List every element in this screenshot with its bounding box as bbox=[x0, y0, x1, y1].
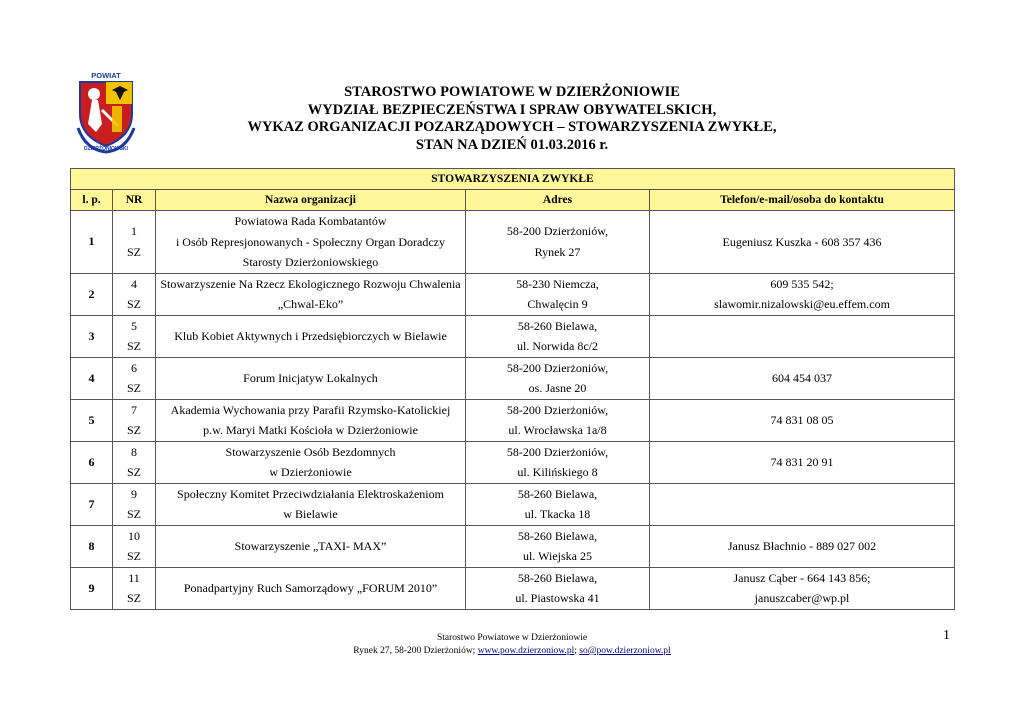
row-contact bbox=[650, 315, 955, 357]
header-lp: l. p. bbox=[71, 190, 113, 211]
row-nr-line: SZ bbox=[126, 591, 141, 605]
row-name-line: Powiatowa Rada Kombatantów bbox=[234, 214, 387, 228]
row-address-line: ul. Wrocławska 1a/8 bbox=[508, 423, 607, 437]
row-address-line: 58-200 Dzierżoniów, bbox=[506, 224, 609, 239]
row-nr-line: 10 bbox=[128, 528, 140, 543]
footer-separator: ; bbox=[574, 646, 580, 656]
row-name-line: Społeczny Komitet Przeciwdziałania Elektroskażeniom bbox=[177, 486, 444, 501]
row-nr-line: SZ bbox=[126, 244, 141, 259]
row-address bbox=[466, 567, 650, 609]
row-contact-line: januszcaber@wp.pl bbox=[754, 591, 850, 605]
table-row bbox=[71, 357, 955, 399]
row-nr bbox=[113, 399, 156, 441]
row-address-line: 58-260 Bielawa, bbox=[517, 318, 598, 333]
row-name-line: Ponadpartyjny Ruch Samorządowy „FORUM 2010” bbox=[183, 580, 438, 595]
row-name-line: w Dzierżoniowie bbox=[269, 465, 352, 479]
row-contact-line: slawomir.nizalowski@eu.effem.com bbox=[714, 297, 890, 311]
row-nr bbox=[113, 357, 156, 399]
row-name-line: p.w. Maryi Matki Kościoła w Dzierżoniowie bbox=[203, 423, 418, 437]
row-contact bbox=[650, 399, 955, 441]
row-address-line: ul. Tkacka 18 bbox=[524, 507, 591, 521]
row-contact-line: Janusz Błachnio - 889 027 002 bbox=[727, 538, 877, 553]
row-name bbox=[156, 357, 466, 399]
row-nr bbox=[113, 483, 156, 525]
row-contact bbox=[650, 357, 955, 399]
row-name-line: Stowarzyszenie Na Rzecz Ekologicznego Rozwoju Chwalenia bbox=[160, 276, 461, 291]
title-line-date: STAN NA DZIEŃ 01.03.2016 r. bbox=[415, 136, 609, 153]
row-name-line: Stowarzyszenie „TAXI- MAX” bbox=[234, 538, 387, 553]
row-contact bbox=[650, 567, 955, 609]
row-address-line: ul. Norwida 8c/2 bbox=[517, 339, 598, 353]
row-nr bbox=[113, 525, 156, 567]
row-name bbox=[156, 211, 466, 274]
row-address-line: 58-230 Niemcza, bbox=[516, 276, 599, 291]
row-name-line: Stowarzyszenie Osób Bezdomnych bbox=[225, 444, 396, 459]
row-name bbox=[156, 273, 466, 315]
row-contact bbox=[650, 273, 955, 315]
row-nr bbox=[113, 441, 156, 483]
title-line-department: WYDZIAŁ BEZPIECZEŃSTWA I SPRAW OBYWATELSKICH, bbox=[307, 101, 717, 118]
row-name-line: w Bielawie bbox=[283, 507, 338, 521]
row-contact bbox=[650, 211, 955, 274]
row-nr bbox=[113, 211, 156, 274]
footer-address: Rynek 27, 58-200 Dzierżoniów; bbox=[353, 646, 478, 656]
row-nr-line: 11 bbox=[128, 570, 140, 585]
row-lp: 4 bbox=[71, 357, 113, 399]
footer-address-line bbox=[150, 645, 874, 658]
row-contact bbox=[650, 441, 955, 483]
svg-text:DZIERŻONIOWSKI: DZIERŻONIOWSKI bbox=[84, 146, 128, 152]
page-footer bbox=[150, 632, 874, 658]
row-address bbox=[466, 273, 650, 315]
row-address-line: ul. Kilińskiego 8 bbox=[517, 465, 598, 479]
table-row bbox=[71, 273, 955, 315]
table-row bbox=[71, 211, 955, 274]
row-address bbox=[466, 211, 650, 274]
row-nr bbox=[113, 315, 156, 357]
row-nr-line: 7 bbox=[131, 402, 137, 417]
row-address-line: 58-200 Dzierżoniów, bbox=[506, 444, 609, 459]
row-lp: 7 bbox=[71, 483, 113, 525]
table-row bbox=[71, 525, 955, 567]
row-address bbox=[466, 357, 650, 399]
table-band-title: STOWARZYSZENIA ZWYKŁE bbox=[71, 169, 955, 190]
header-name: Nazwa organizacji bbox=[156, 190, 466, 211]
row-name bbox=[156, 567, 466, 609]
row-name bbox=[156, 315, 466, 357]
row-address bbox=[466, 483, 650, 525]
row-name-line: Starosty Dzierżoniowskiego bbox=[242, 255, 379, 269]
footer-website-link[interactable]: www.pow.dzierzoniow.pl bbox=[477, 646, 575, 656]
row-address-line: 58-260 Bielawa, bbox=[517, 570, 598, 585]
row-address bbox=[466, 525, 650, 567]
row-contact-line: 609 535 542; bbox=[770, 276, 834, 291]
row-nr-line: 9 bbox=[131, 486, 137, 501]
row-contact bbox=[650, 483, 955, 525]
organizations-table bbox=[70, 168, 955, 610]
row-lp: 6 bbox=[71, 441, 113, 483]
row-contact-line: 74 831 08 05 bbox=[770, 412, 834, 427]
svg-text:POWIAT: POWIAT bbox=[91, 71, 121, 80]
footer-email-link[interactable]: so@pow.dzierzoniow.pl bbox=[579, 646, 671, 656]
row-address-line: 58-260 Bielawa, bbox=[517, 486, 598, 501]
row-nr-line: 5 bbox=[131, 318, 137, 333]
row-nr-line: 4 bbox=[131, 276, 137, 291]
row-nr-line: 1 bbox=[131, 224, 137, 239]
row-nr-line: SZ bbox=[126, 549, 141, 563]
row-contact-line: Eugeniusz Kuszka - 608 357 436 bbox=[722, 234, 882, 249]
row-lp: 9 bbox=[71, 567, 113, 609]
row-name-line: Akademia Wychowania przy Parafii Rzymsko-Katolickiej bbox=[170, 402, 451, 417]
title-line-list: WYKAZ ORGANIZACJI POZARZĄDOWYCH – STOWARZYSZENIA ZWYKŁE, bbox=[247, 119, 777, 135]
row-address-line: Rynek 27 bbox=[534, 244, 581, 259]
row-name-line: i Osób Represjonowanych - Społeczny Organ Doradczy bbox=[175, 234, 446, 249]
table-row bbox=[71, 315, 955, 357]
page-number: 1 bbox=[943, 628, 950, 643]
row-lp: 5 bbox=[71, 399, 113, 441]
row-address bbox=[466, 315, 650, 357]
header-address: Adres bbox=[466, 190, 650, 211]
row-nr-line: SZ bbox=[126, 339, 141, 353]
table-row bbox=[71, 567, 955, 609]
row-name bbox=[156, 399, 466, 441]
row-address bbox=[466, 441, 650, 483]
row-contact-line: Janusz Cąber - 664 143 856; bbox=[733, 570, 871, 585]
row-lp: 2 bbox=[71, 273, 113, 315]
row-name bbox=[156, 525, 466, 567]
row-name-line: Klub Kobiet Aktywnych i Przedsiębiorczych w Bielawie bbox=[174, 328, 447, 343]
row-address-line: 58-260 Bielawa, bbox=[517, 528, 598, 543]
table-row bbox=[71, 483, 955, 525]
row-contact-line: 74 831 20 91 bbox=[770, 454, 834, 469]
row-nr-line: SZ bbox=[126, 465, 141, 479]
row-contact-line: 604 454 037 bbox=[772, 370, 832, 385]
row-nr-line: SZ bbox=[126, 423, 141, 437]
row-address-line: 58-200 Dzierżoniów, bbox=[506, 402, 609, 417]
row-name bbox=[156, 441, 466, 483]
row-address-line: 58-200 Dzierżoniów, bbox=[506, 360, 609, 375]
footer-institution: Starostwo Powiatowe w Dzierżoniowie bbox=[436, 633, 588, 643]
table-row bbox=[71, 441, 955, 483]
row-address-line: ul. Piastowska 41 bbox=[515, 591, 600, 605]
row-name-line: „Chwal-Eko” bbox=[277, 297, 344, 311]
row-address bbox=[466, 399, 650, 441]
row-lp: 3 bbox=[71, 315, 113, 357]
row-lp: 1 bbox=[71, 211, 113, 274]
row-name bbox=[156, 483, 466, 525]
row-nr-line: SZ bbox=[126, 297, 141, 311]
table-row bbox=[71, 399, 955, 441]
row-address-line: ul. Wiejska 25 bbox=[523, 549, 592, 563]
document-title bbox=[150, 84, 874, 154]
row-nr-line: SZ bbox=[126, 507, 141, 521]
row-address-line: os. Jasne 20 bbox=[528, 381, 587, 395]
row-nr bbox=[113, 273, 156, 315]
header-contact: Telefon/e-mail/osoba do kontaktu bbox=[650, 190, 955, 211]
title-line-institution: STAROSTWO POWIATOWE W DZIERŻONIOWIE bbox=[344, 84, 680, 100]
row-nr bbox=[113, 567, 156, 609]
row-name-line: Forum Inicjatyw Lokalnych bbox=[243, 370, 378, 385]
row-nr-line: 6 bbox=[131, 360, 137, 375]
row-lp: 8 bbox=[71, 525, 113, 567]
row-nr-line: 8 bbox=[131, 444, 137, 459]
row-address-line: Chwalęcin 9 bbox=[527, 297, 588, 311]
header-nr: NR bbox=[113, 190, 156, 211]
row-contact bbox=[650, 525, 955, 567]
county-coat-of-arms-logo bbox=[72, 70, 140, 154]
row-nr-line: SZ bbox=[126, 381, 141, 395]
